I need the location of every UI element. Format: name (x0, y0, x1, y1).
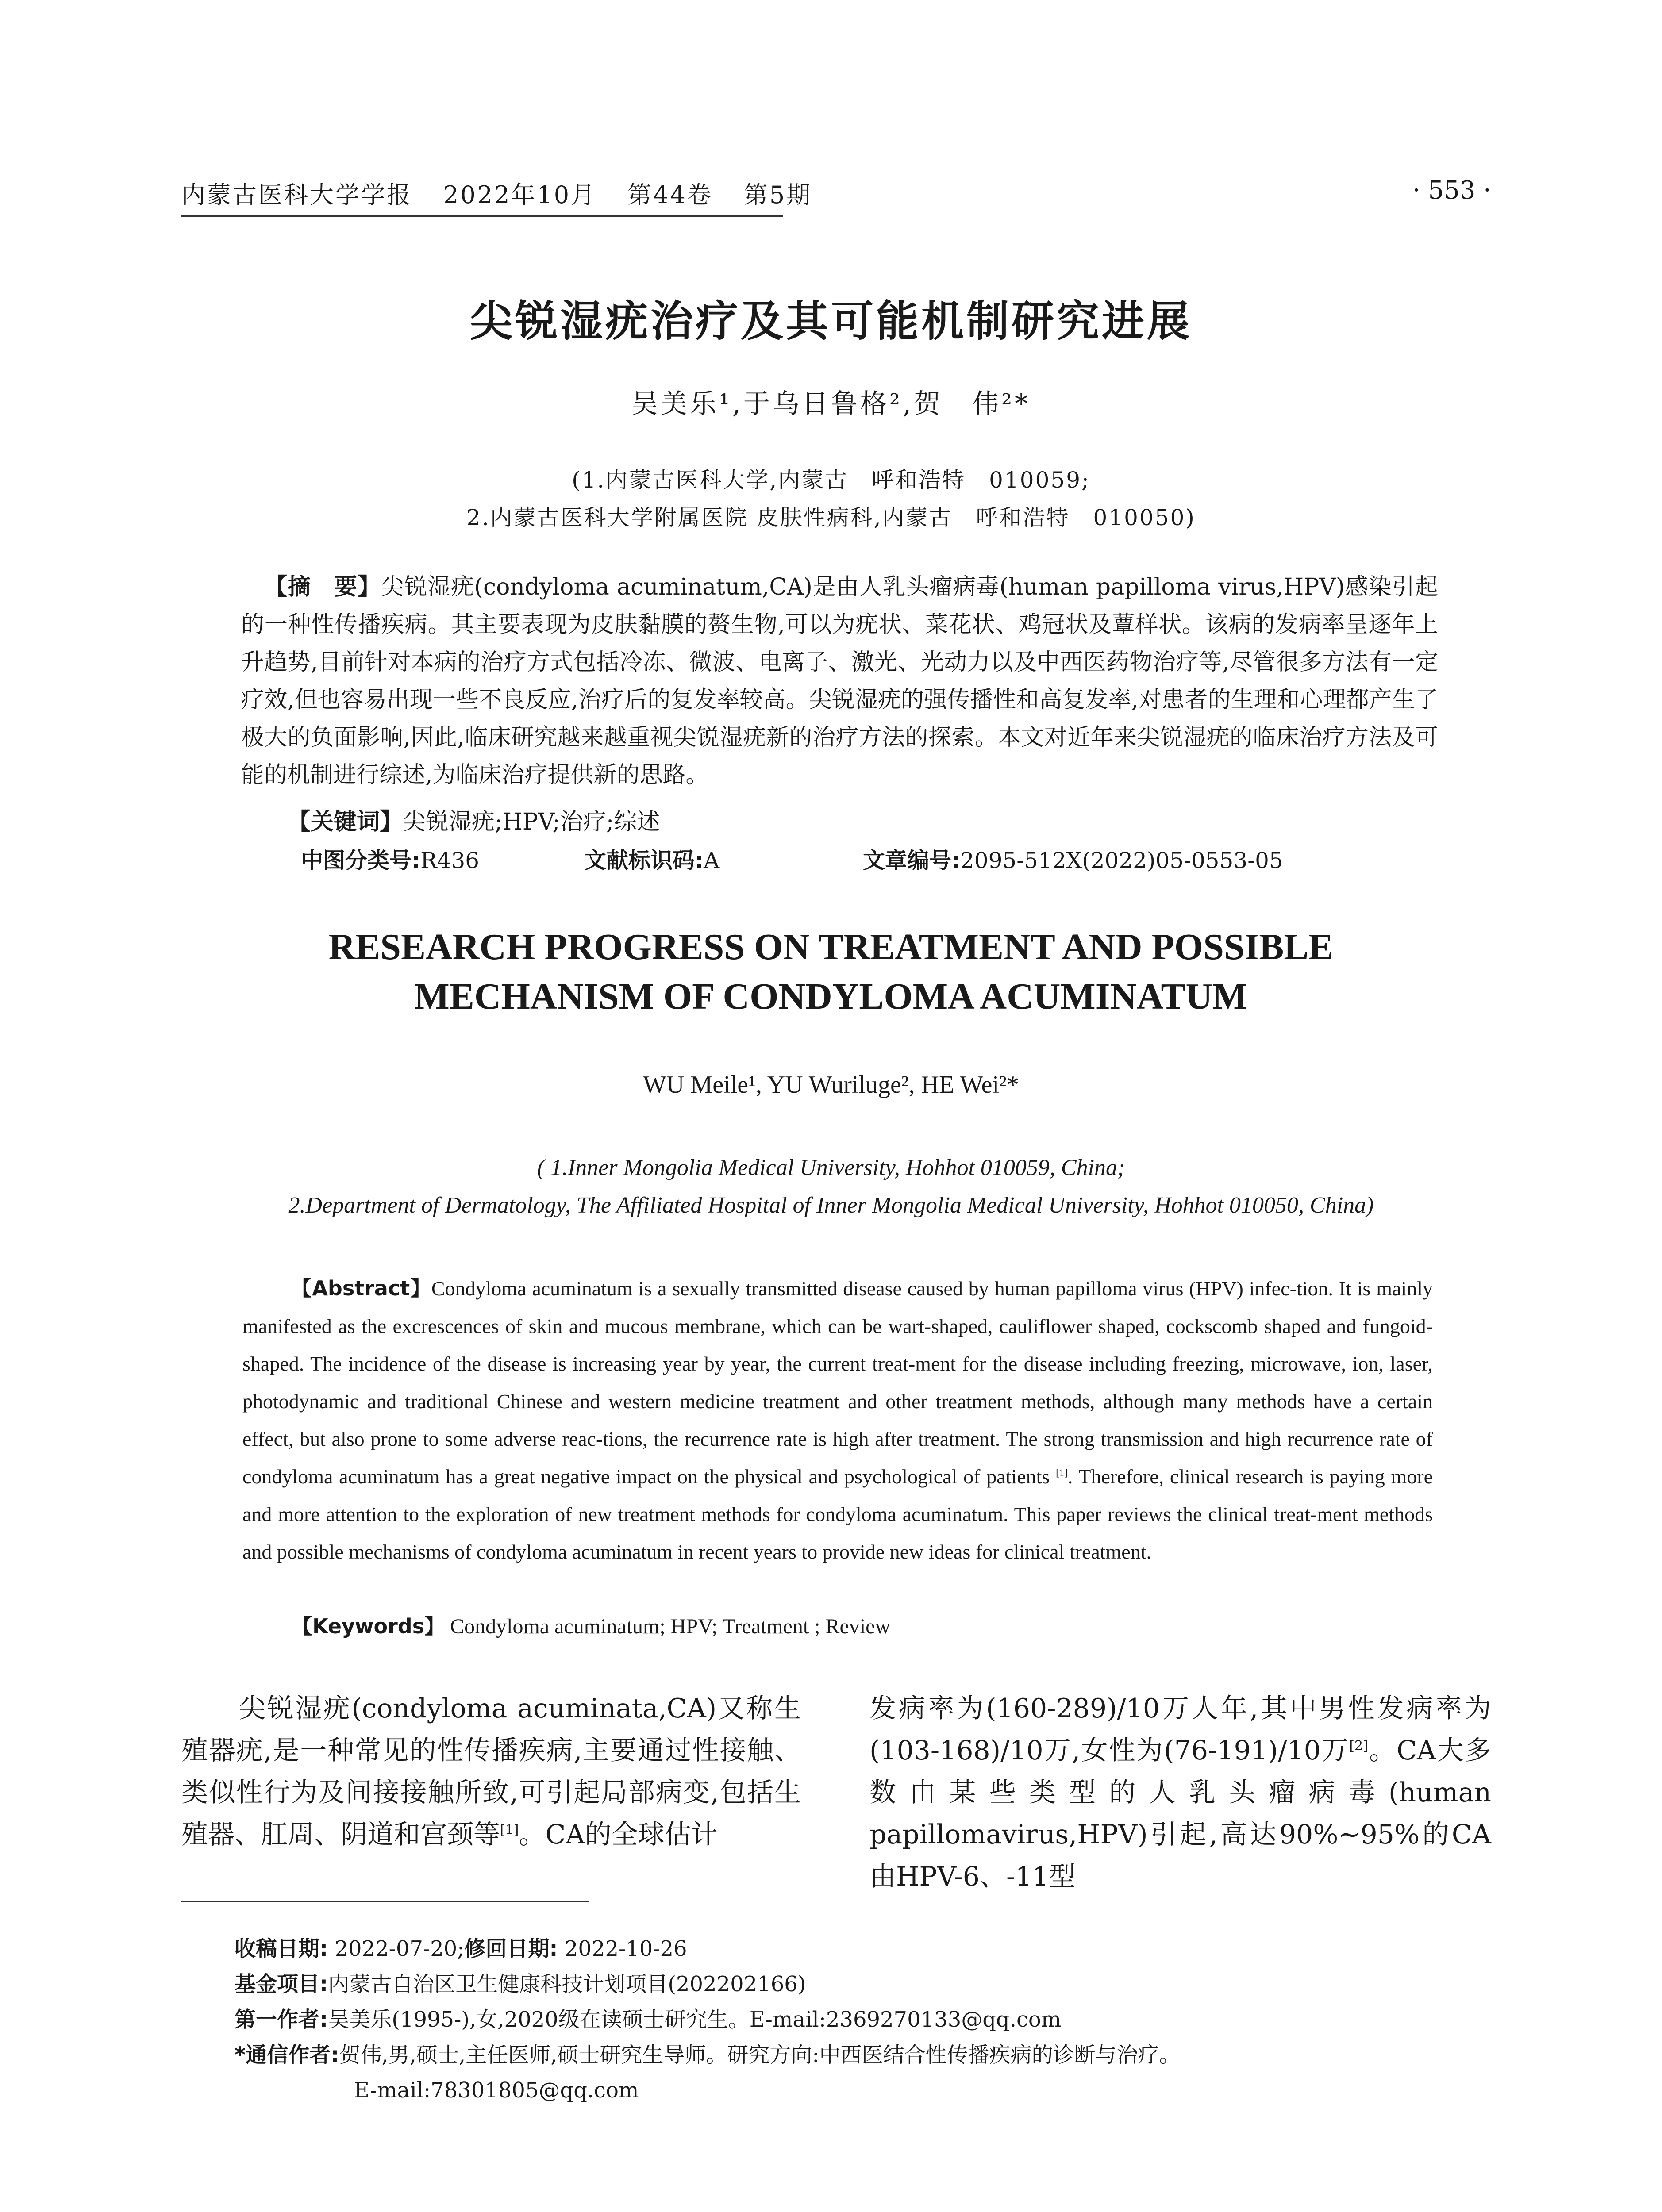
chinese-affiliation-2: 2.内蒙古医科大学附属医院 皮肤性病科,内蒙古 呼和浩特 010050) (466, 505, 1196, 530)
english-authors: WU Meile¹, YU Wuriluge², HE Wei²* (643, 1071, 1019, 1098)
english-title (0, 922, 1662, 1022)
issue-number: 第5期 (743, 181, 812, 209)
abstract-label-cn: 【摘 要】 (264, 574, 381, 600)
clc-value: R436 (420, 848, 480, 873)
body-left-text-end: 。CA的全球估计 (519, 1819, 718, 1850)
footnote-first-author (235, 2002, 1181, 2037)
clc-number (301, 843, 479, 875)
running-header (181, 176, 1491, 211)
article-number (863, 843, 1283, 875)
article-number-label: 文章编号: (863, 848, 960, 873)
body-column-left (181, 1688, 801, 1856)
keywords-text-en: Condyloma acuminatum; HPV; Treatment ; Review (450, 1615, 891, 1638)
keywords-label-en: 【Keywords】 (292, 1614, 445, 1638)
document-code (584, 843, 719, 875)
body-column-right (869, 1688, 1491, 1898)
doc-code-label: 文献标识码: (584, 848, 704, 873)
citation-ref: [1] (1056, 1467, 1068, 1479)
footnote-fund (235, 1966, 1181, 2002)
chinese-keywords (288, 803, 660, 836)
keywords-label-cn: 【关键词】 (288, 809, 403, 835)
citation-ref: [2] (1349, 1738, 1368, 1754)
first-author-label: 第一作者: (235, 2007, 328, 2032)
corresponding-label: *通信作者: (235, 2043, 339, 2067)
abstract-label-en: 【Abstract】 (291, 1276, 431, 1300)
footnote-dates (235, 1931, 1181, 1966)
first-author-value: 吴美乐(1995-),女,2020级在读硕士研究生。E-mail:2369270133@qq.com (328, 2007, 1062, 2032)
article-number-value: 2095-512X(2022)05-0553-05 (960, 848, 1283, 873)
abstract-text-en-part1: Condyloma acuminatum is a sexually transmitted disease caused by human papilloma virus (HPV) infec-tion. It is mainly manifested as the excrescences of skin and mucous membrane, which can be wart-shaped, cauliflower shaped, cockscomb shaped and fungoid-shaped. The incidence of the disease is increasing year by year, the current treat-ment for the disease including freezing, microwave, ion, laser, photodynamic and traditional Chinese and western medicine treatment and other treatment methods, although many methods have a certain effect, but also prone to some adverse reac-tions, the recurrence rate is high after treatment. The strong transmission and high recurrence rate of condyloma acuminatum has a great negative impact on the physical and psychological of patients (242, 1277, 1433, 1488)
doc-code-value: A (704, 848, 720, 873)
english-title-line-1: RESEARCH PROGRESS ON TREATMENT AND POSSIBLE (328, 926, 1334, 968)
footnote-rule (181, 1901, 589, 1902)
abstract-text-en-part2: . Therefore, clinical research is paying more and more attention to the exploration of new treatment methods for condyloma acuminatum. This paper reviews the clinical treat-ment methods and possible mechanisms of condyloma acuminatum in recent years to provide new ideas for clinical treatment. (242, 1465, 1433, 1563)
citation-ref: [1] (500, 1822, 519, 1838)
english-title-line-2: MECHANISM OF CONDYLOMA ACUMINATUM (414, 976, 1248, 1017)
journal-info (181, 176, 843, 210)
issue-date: 2022年10月 (443, 181, 597, 209)
fund-label: 基金项目: (235, 1972, 328, 1997)
revised-label: 修回日期: (464, 1936, 558, 1961)
footnote-corresponding-author (235, 2037, 1181, 2073)
corresponding-value: 贺伟,男,硕士,主任医师,硕士研究生导师。研究方向:中西医结合性传播疾病的诊断与治疗。 (339, 2043, 1181, 2067)
header-rule (181, 215, 783, 217)
english-affiliation-2: 2.Department of Dermatology, The Affiliated Hospital of Inner Mongolia Medical University, Hohhot 010050, China) (288, 1193, 1374, 1218)
chinese-title: 尖锐湿疣治疗及其可能机制研究进展 (470, 296, 1192, 346)
chinese-authors: 吴美乐¹,于乌日鲁格²,贺 伟²* (631, 388, 1031, 419)
body-right-text: 发病率为(160-289)/10万人年,其中男性发病率为(103-168)/10万,女性为(76-191)/10万 (869, 1693, 1491, 1766)
abstract-text-cn: 尖锐湿疣(condyloma acuminatum,CA)是由人乳头瘤病毒(human papilloma virus,HPV)感染引起的一种性传播疾病。其主要表现为皮肤黏膜的赘生物,可以为疣状、菜花状、鸡冠状及蕈样状。该病的发病率呈逐年上升趋势,目前针对本病的治疗方式包括冷冻、微波、电离子、激光、光动力以及中西医药物治疗等,尽管很多方法有一定疗效,但也容易出现一些不良反应,治疗后的复发率较高。尖锐湿疣的强传播性和高复发率,对患者的生理和心理都产生了极大的负面影响,因此,临床研究越来越重视尖锐湿疣新的治疗方法的探索。本文对近年来尖锐湿疣的临床治疗方法及可能的机制进行综述,为临床治疗提供新的思路。 (241, 574, 1438, 788)
english-keywords (292, 1610, 890, 1640)
volume: 第44卷 (627, 181, 713, 209)
corresponding-email: E-mail:78301805@qq.com (354, 2078, 639, 2103)
clc-label: 中图分类号: (301, 848, 420, 873)
english-affiliation-1: ( 1.Inner Mongolia Medical University, Hohhot 010059, China; (537, 1155, 1125, 1180)
received-label: 收稿日期: (235, 1936, 328, 1961)
received-date: 2022-07-20; (335, 1936, 465, 1961)
body-left-text: 尖锐湿疣(condyloma acuminata,CA)又称生殖器疣,是一种常见的性传播疾病,主要通过性接触、类似性行为及间接接触所致,可引起局部病变,包括生殖器、肛周、阴道和宫颈等 (181, 1693, 801, 1850)
keywords-text-cn: 尖锐湿疣;HPV;治疗;综述 (403, 809, 660, 835)
journal-name: 内蒙古医科大学学报 (181, 181, 412, 209)
revised-date: 2022-10-26 (564, 1936, 687, 1961)
chinese-affiliation-1: (1.内蒙古医科大学,内蒙古 呼和浩特 010059; (572, 467, 1090, 493)
body-right-text-end: 。CA大多数由某些类型的人乳头瘤病毒(human papillomavirus,HPV)引起,高达90%~95%的CA由HPV-6、-11型 (869, 1735, 1491, 1892)
english-abstract (242, 1270, 1433, 1571)
chinese-abstract (241, 568, 1438, 794)
fund-value: 内蒙古自治区卫生健康科技计划项目(202202166) (328, 1972, 806, 1997)
footnotes (235, 1931, 1181, 2108)
page-number: · 553 · (1412, 176, 1491, 205)
